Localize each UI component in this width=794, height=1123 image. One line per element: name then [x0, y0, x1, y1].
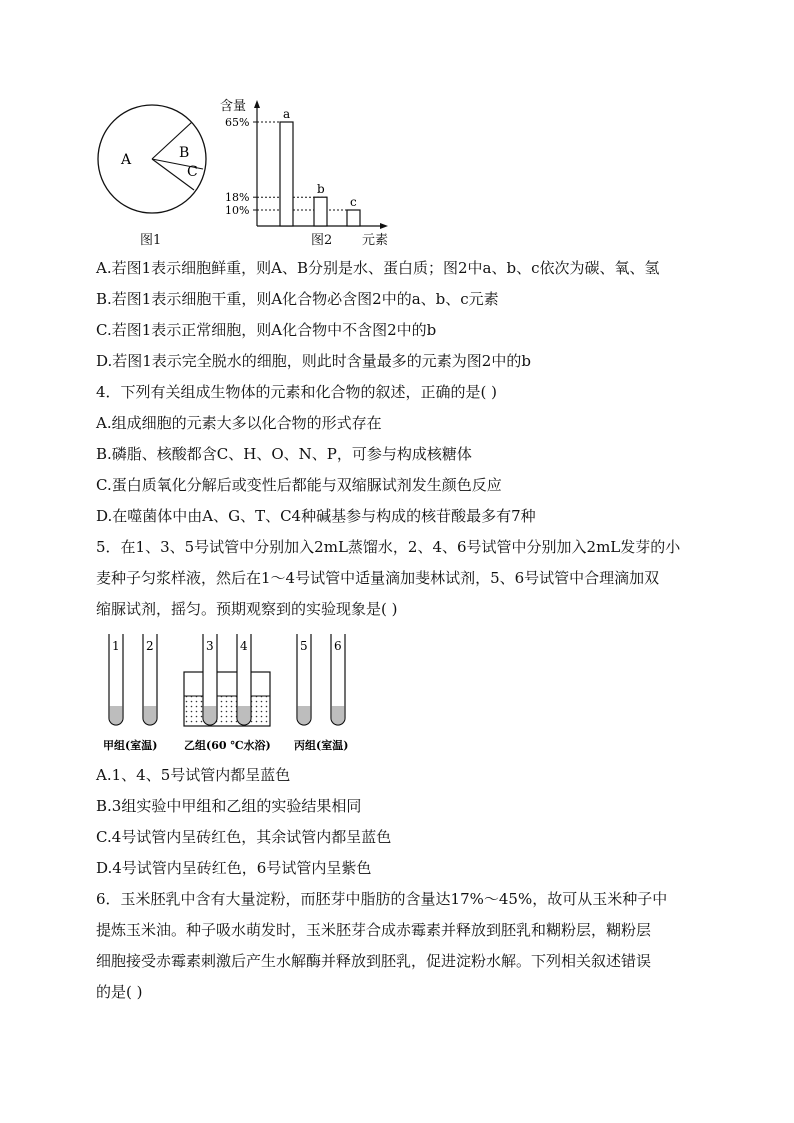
- q5-option-a: A.1、4、5号试管内都呈蓝色: [96, 766, 291, 784]
- q5-stem-line-2: 麦种子匀浆样液，然后在1～4号试管中适量滴加斐林试剂，5、6号试管中合理滴加双: [96, 569, 660, 587]
- figure1-caption: 图1: [140, 233, 162, 248]
- group-label-yi: 乙组(60 ℃水浴): [184, 739, 271, 752]
- pie-label-b: B: [179, 145, 190, 161]
- tube-label-5: 5: [300, 639, 308, 653]
- y-axis-label: 含量: [220, 99, 247, 114]
- q6-stem-line-3: 细胞接受赤霉素刺激后产生水解酶并释放到胚乳，促进淀粉水解。下列相关叙述错误: [96, 952, 652, 970]
- bar-label-a: a: [283, 107, 291, 121]
- figure1-pie-diagram: [95, 102, 213, 220]
- q3-option-c: C.若图1表示正常细胞，则A化合物中不含图2中的b: [96, 321, 437, 339]
- figure2-caption: 图2: [311, 233, 333, 248]
- group-label-jia: 甲组(室温): [103, 739, 158, 752]
- tube-label-4: 4: [240, 639, 248, 653]
- test-tube-6: [331, 634, 345, 725]
- tube-label-2: 2: [146, 639, 154, 653]
- y-tick-label: 10%: [225, 204, 250, 217]
- q5-stem-line-1: 5．在1、3、5号试管中分别加入2mL蒸馏水，2、4、6号试管中分别加入2mL发芽的小: [96, 538, 681, 556]
- q3-option-a: A.若图1表示细胞鲜重，则A、B分别是水、蛋白质；图2中a、b、c依次为碳、氧、氢: [96, 259, 660, 277]
- water-bath-water: [185, 696, 269, 725]
- q4-stem: 4．下列有关组成生物体的元素和化合物的叙述，正确的是( ): [96, 383, 498, 401]
- y-tick-label: 18%: [225, 191, 250, 205]
- bar-a: [280, 122, 293, 226]
- test-tube-4: [237, 634, 251, 725]
- q5-stem-line-3: 缩脲试剂，摇匀。预期观察到的实验现象是( ): [96, 600, 398, 618]
- q3-option-d: D.若图1表示完全脱水的细胞，则此时含量最多的元素为图2中的b: [96, 352, 531, 370]
- tube-label-6: 6: [334, 639, 342, 653]
- test-tube-1: [109, 634, 123, 725]
- x-axis-label: 元素: [362, 233, 389, 248]
- y-axis-arrow: [254, 100, 260, 108]
- pie-label-a: A: [121, 152, 132, 168]
- tube-label-1: 1: [112, 639, 120, 653]
- q5-option-d: D.4号试管内呈砖红色，6号试管内呈紫色: [96, 859, 372, 877]
- test-tube-2: [143, 634, 157, 725]
- figure2-bar-chart: [210, 94, 400, 244]
- q6-stem-line-2: 提炼玉米油。种子吸水萌发时，玉米胚芽合成赤霉素并释放到胚乳和糊粉层，糊粉层: [96, 921, 652, 939]
- test-tube-3: [203, 634, 217, 725]
- bar-label-b: b: [317, 182, 325, 197]
- q4-option-c: C.蛋白质氧化分解后或变性后都能与双缩脲试剂发生颜色反应: [96, 476, 502, 494]
- q6-stem-line-4: 的是( ): [96, 983, 143, 1001]
- q6-stem-line-1: 6．玉米胚乳中含有大量淀粉，而胚芽中脂肪的含量达17%～45%，故可从玉米种子中: [96, 890, 668, 908]
- pie-label-c: C: [187, 164, 198, 180]
- q4-option-d: D.在噬菌体中由A、G、T、C4种碱基参与构成的核苷酸最多有7种: [96, 507, 536, 525]
- q5-option-c: C.4号试管内呈砖红色，其余试管内都呈蓝色: [96, 828, 392, 846]
- q5-option-b: B.3组实验中甲组和乙组的实验结果相同: [96, 797, 362, 815]
- q4-option-b: B.磷脂、核酸都含C、H、O、N、P，可参与构成核糖体: [96, 445, 472, 463]
- test-tube-5: [297, 634, 311, 725]
- q3-option-b: B.若图1表示细胞干重，则A化合物必含图2中的a、b、c元素: [96, 290, 499, 308]
- test-tube-diagram: [100, 630, 370, 758]
- bar-b: [314, 197, 327, 226]
- y-tick-label: 65%: [225, 116, 250, 129]
- tube-label-3: 3: [206, 639, 214, 653]
- bar-label-c: c: [350, 195, 357, 209]
- bar-c: [347, 210, 360, 226]
- q4-option-a: A.组成细胞的元素大多以化合物的形式存在: [96, 414, 382, 432]
- group-label-bing: 丙组(室温): [294, 739, 349, 752]
